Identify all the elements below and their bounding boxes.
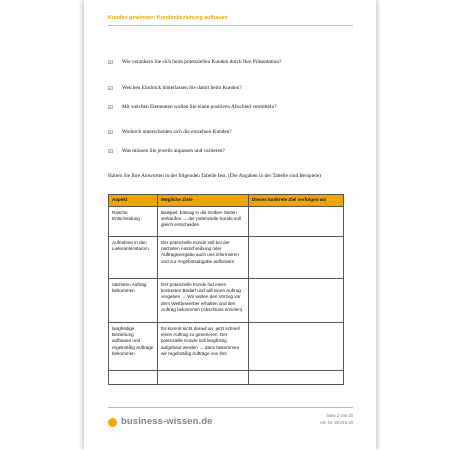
table-header-row	[109, 195, 344, 207]
table-row	[109, 371, 344, 385]
header-divider	[108, 25, 353, 26]
table-cell	[158, 371, 249, 385]
table-cell: Aufnahme in den Lieferantenstamm	[109, 237, 158, 279]
article-number: Art.-Nr. 99.016.00	[319, 420, 353, 425]
table-row	[109, 207, 344, 237]
table-cell: Beispiel: Eintrag in die Gelben Seiten verkaufen → der potenzielle Kunde soll gleich entscheiden	[158, 207, 249, 237]
question-text: Welchen Eindruck hinterlassen Sie damit beim Kunden?	[122, 85, 242, 91]
page-header: Kunden gewinnen: Kundenbeziehung aufbauen	[108, 15, 228, 21]
logo-dot-icon	[108, 418, 117, 427]
goals-table	[108, 194, 344, 385]
table-cell	[249, 279, 344, 323]
table-cell: nächsten Auftrag bekommen	[109, 279, 158, 323]
table-cell	[109, 371, 158, 385]
table-cell	[249, 237, 344, 279]
footer-divider	[108, 407, 353, 408]
checkbox-icon: ☑	[108, 149, 113, 155]
intro-text: Halten Sie Ihre Antworten in der folgenden Tabelle fest. (Die Angaben in der Tabelle sind Beispiele)	[108, 173, 321, 179]
table-cell: langfristige Beziehung aufbauen und regelmäßig Aufträge bekommen	[109, 323, 158, 371]
column-header-goals: Mögliche Ziele	[158, 195, 249, 207]
question-text: Wie verankern Sie sich beim potenziellen Kunden durch Ihre Präsentation?	[122, 59, 282, 65]
checkbox-icon: ☑	[108, 86, 113, 92]
table-cell: Es kommt nicht darauf an, jetzt schnell einen Auftrag zu generieren. Der potenzielle Kunde soll langfristig aufgebaut werden → dann bekommen wir regelmäßig Aufträge von ihm	[158, 323, 249, 371]
brand-logo: business-wissen.de	[121, 416, 213, 427]
table-row	[109, 323, 344, 371]
checkbox-icon: ☑	[108, 60, 113, 66]
column-header-aspect: Aspekt	[109, 195, 158, 207]
page-number: Seite 2 von 10	[326, 413, 353, 418]
checkbox-icon: ☑	[108, 130, 113, 136]
table-cell: Der potenzielle Kunde hat einen konkreten Bedarf und will einen Auftrag vergeben → Wir wollen den Vorzug vor dem Wettbewerber erhalten und den Auftrag bekommen (Abschluss erzielen)	[158, 279, 249, 323]
table-cell: Der potenzielle Kunde soll bei der nächsten Ausschreibung oder Auftragsvergabe auch uns informieren und zur Angebotsabgabe auffordern	[158, 237, 249, 279]
question-text: Wodurch unterscheiden sich die einzelnen Kunden?	[122, 129, 232, 135]
table-cell	[249, 371, 344, 385]
table-cell	[249, 207, 344, 237]
table-cell: Rasche Entscheidung	[109, 207, 158, 237]
checkbox-icon: ☑	[108, 105, 113, 111]
table-row	[109, 279, 344, 323]
page-info	[300, 412, 353, 426]
table-row	[109, 237, 344, 279]
question-text: Mit welchen Elementen wollen Sie einen positiven Abschied vermitteln?	[122, 104, 277, 110]
question-text: Was müssen Sie jeweils anpassen und variieren?	[122, 148, 225, 154]
table-cell	[249, 323, 344, 371]
column-header-our-goal: Dieses konkrete Ziel verfolgen wir	[249, 195, 344, 207]
